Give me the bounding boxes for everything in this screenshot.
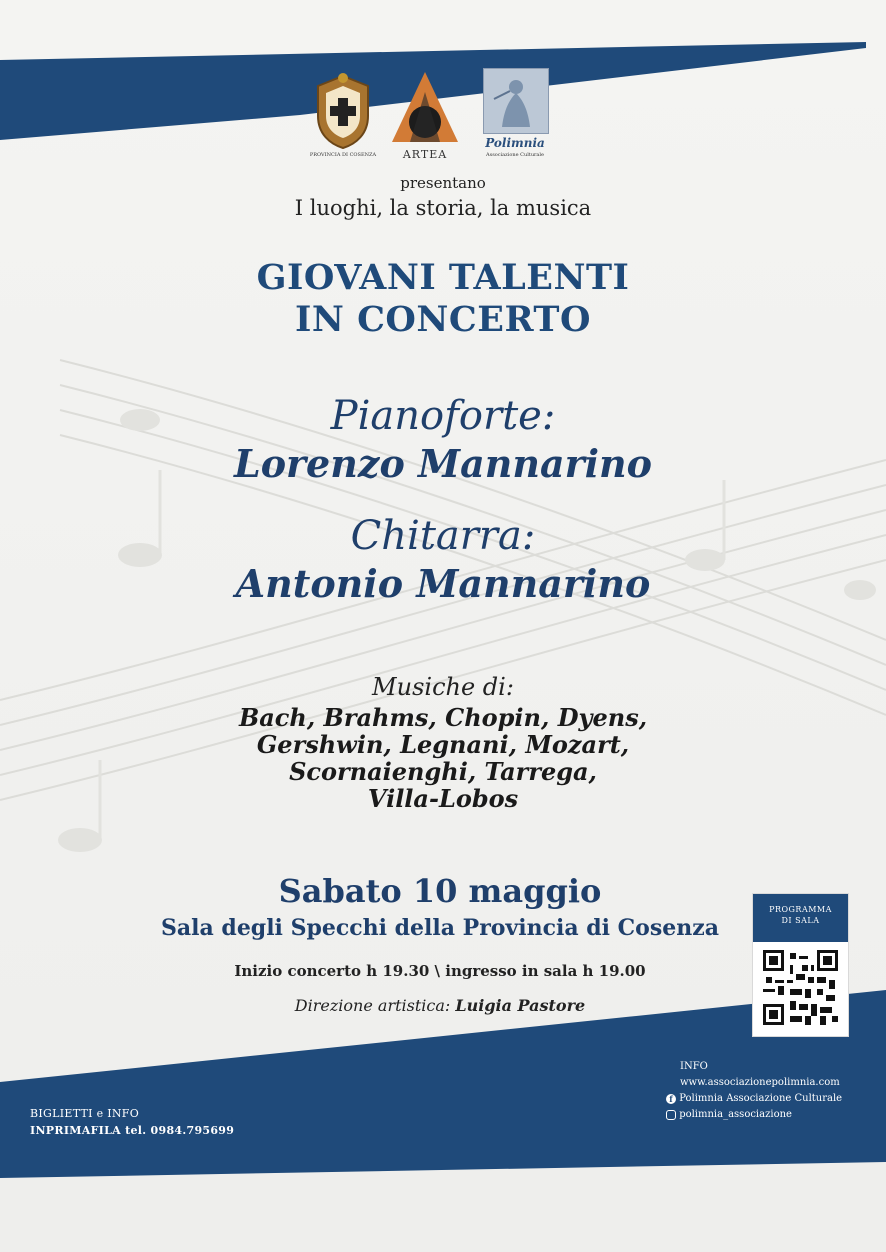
polimnia-subcaption: Associazione Culturale (486, 152, 544, 158)
event-venue-text: Sala degli Specchi della Provincia di Cosenza (161, 915, 719, 941)
performer-name-piano: Lorenzo Mannarino (233, 441, 653, 486)
facebook-icon: f (666, 1094, 676, 1104)
info-label: INFO (680, 1061, 708, 1072)
tickets-label: BIGLIETTI e INFO (30, 1107, 140, 1120)
artistic-direction (0, 996, 880, 1015)
composer-line: Villa-Lobos (367, 784, 519, 813)
concert-title-line2: IN CONCERTO (295, 299, 591, 340)
event-times (0, 961, 880, 980)
performer-role-piano: Pianoforte: (330, 393, 556, 439)
instagram-icon (666, 1110, 676, 1120)
qr-program[interactable] (752, 893, 849, 1037)
facebook-text: Polimnia Associazione Culturale (679, 1093, 843, 1104)
artea-caption: ARTEA (402, 148, 448, 161)
triangle-icon (390, 70, 460, 145)
series-title: I luoghi, la storia, la musica (294, 196, 592, 220)
provincia-logo (308, 72, 378, 162)
composer-line: Bach, Brahms, Chopin, Dyens, (238, 703, 648, 732)
artistic-director-name: Luigia Pastore (455, 996, 586, 1015)
event-date (0, 872, 880, 910)
artistic-direction-label: Direzione artistica: (294, 996, 451, 1015)
instagram-text: polimnia_associazione (679, 1109, 792, 1120)
instagram-link[interactable] (666, 1109, 792, 1120)
music-label: Musiche di: (372, 673, 514, 701)
tickets-phone[interactable]: INPRIMAFILA tel. 0984.795699 (30, 1124, 235, 1137)
event-date-text: Sabato 10 maggio (278, 872, 602, 910)
facebook-link[interactable] (666, 1093, 842, 1104)
composer-line: Gershwin, Legnani, Mozart, (256, 730, 630, 759)
polimnia-caption: Polimnia (485, 136, 545, 150)
polimnia-figure-icon (483, 68, 549, 134)
event-venue (0, 915, 880, 941)
presentano-text: presentano (400, 174, 486, 192)
artea-logo (390, 70, 460, 165)
performer-name-guitar: Antonio Mannarino (235, 561, 651, 606)
performer-role-guitar: Chitarra: (350, 513, 536, 559)
provincia-caption: PROVINCIA DI COSENZA (309, 152, 377, 158)
qr-header-line1: PROGRAMMA (769, 905, 832, 914)
composer-line: Scornaienghi, Tarrega, (289, 757, 597, 786)
qr-header (753, 894, 848, 942)
website-link[interactable]: www.associazionepolimnia.com (680, 1077, 840, 1088)
event-times-text: Inizio concerto h 19.30 \ ingresso in sala h 19.00 (234, 962, 646, 980)
concert-title-line1: GIOVANI TALENTI (256, 257, 630, 298)
polimnia-logo (483, 68, 547, 163)
coat-of-arms-icon (308, 72, 378, 152)
qr-header-line2: DI SALA (781, 916, 820, 925)
qr-code-icon (763, 950, 838, 1025)
